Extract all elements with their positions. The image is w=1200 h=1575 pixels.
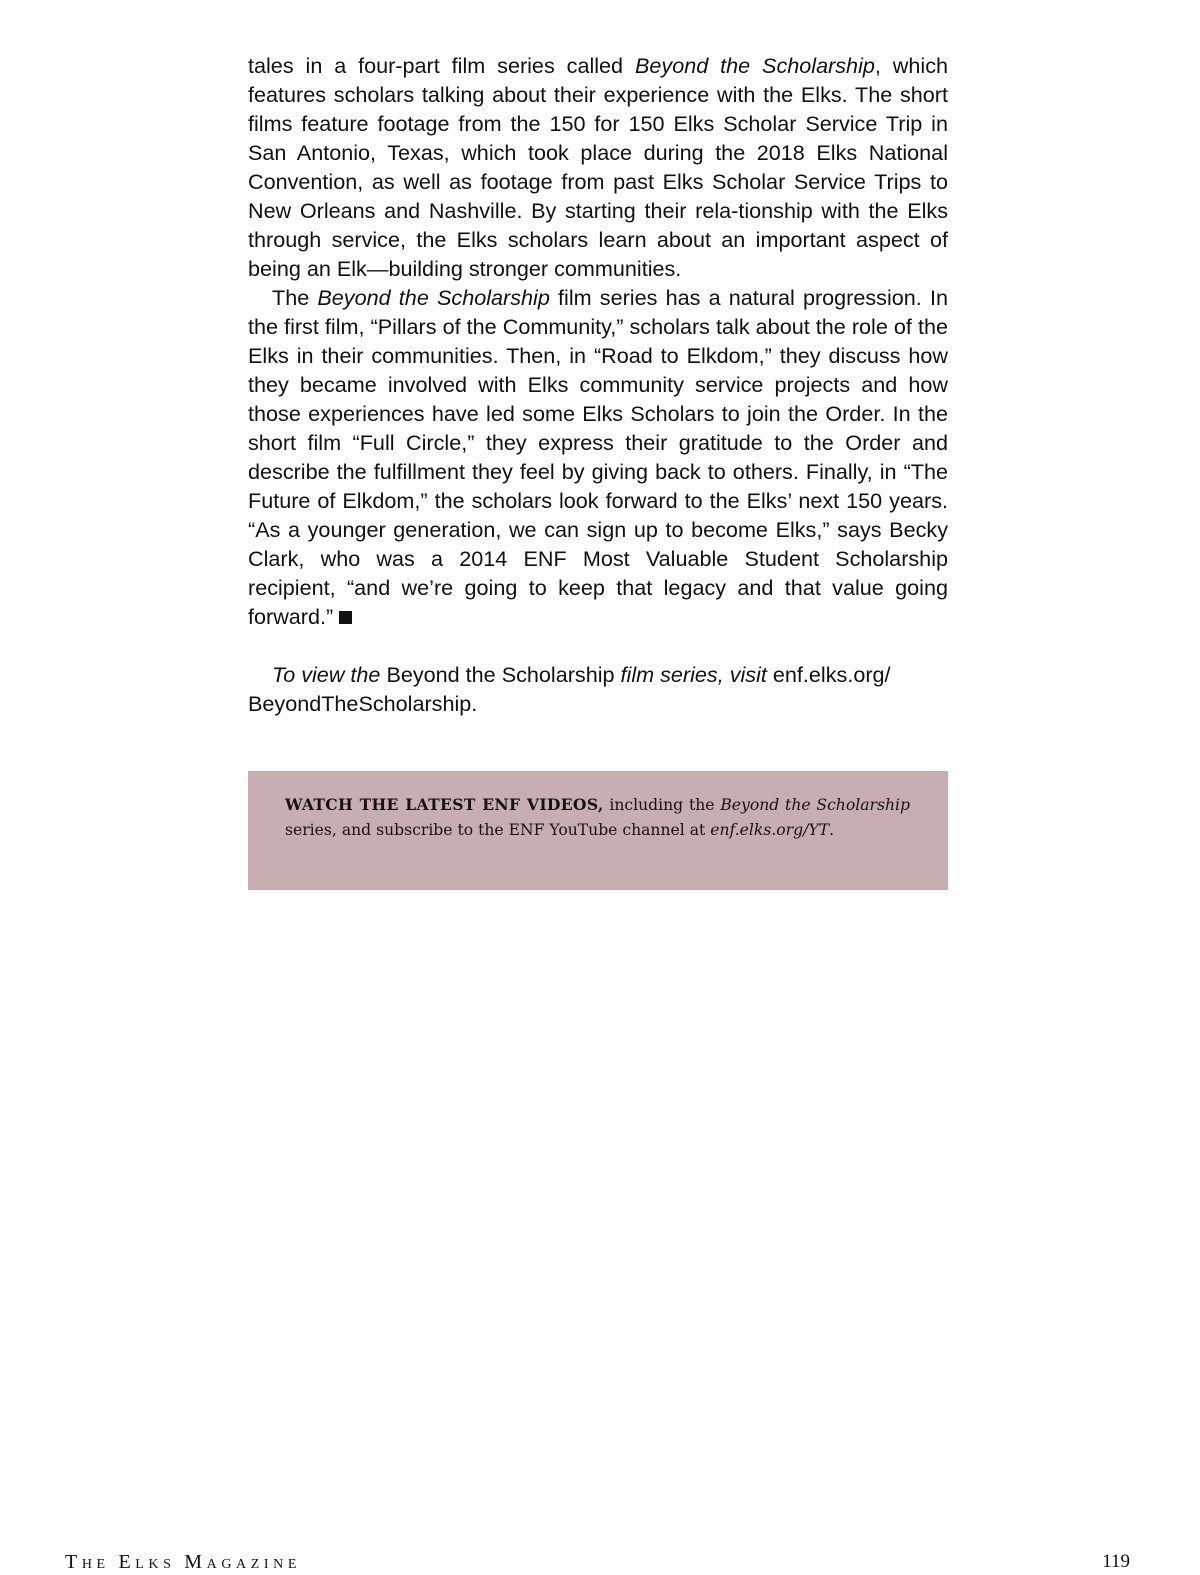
film-series-title: Beyond the Scholarship [386,662,615,687]
film-series-title: Beyond the Scholarship [317,285,550,310]
paragraph-text: tales in a four-part film series called [248,53,635,78]
film-series-url[interactable]: enf.elks.org/ [772,662,891,687]
article-body [248,51,948,718]
end-of-article-square-icon [339,611,352,624]
paragraph-text: film series has a natural progression. In the first film, “Pillars of the Community,” scholars talk about the role of the Elks in their communities. Then, in “Road to Elkdom,” they discuss how they became involved with Elks community service projects and how those experiences have led some Elks Scholars to join the Order. In the short film “Full Circle,” they express their gratitude to the Order and describe the fulfillment they feel by giving back to others. Finally, in “The Future of Elkdom,” the scholars look forward to the Elks’ next 150 years. “As a younger generation, we can sign up to become Elks,” says Becky Clark, who was a 2014 ENF Most Valuable Student Scholarship recipient, “and we’re going to keep that legacy and that value going forward.” [248,285,948,629]
callout-heading: WATCH THE LATEST ENF VIDEOS, [285,795,604,814]
note-text: film series, visit [614,662,773,687]
note-text: To view the [272,662,387,687]
youtube-channel-url[interactable]: enf.elks.org/YT [710,820,830,839]
film-series-url[interactable]: BeyondTheScholarship. [248,691,478,716]
paragraph-text: The [272,285,318,310]
article-paragraph [248,283,948,631]
film-series-title: Beyond the Scholarship [634,53,875,78]
viewing-note [248,660,948,718]
video-callout-box [248,771,948,890]
callout-series-title: Beyond the Scholarship [720,796,910,814]
magazine-title-footer: THE ELKS MAGAZINE [65,1551,302,1573]
callout-text: including the [603,796,721,814]
callout-text: series, and subscribe to the ENF YouTube channel at [285,820,711,839]
page-number: 119 [1102,1551,1130,1572]
paragraph-text: , which features scholars talking about their experience with the Elks. The short films feature footage from the 150 for 150 Elks Scholar Service Trip in San Antonio, Texas, which took place during the 2018 Elks National Convention, as well as footage from past Elks Scholar Service Trips to New Orleans and Nashville. By starting their rela-tionship with the Elks through service, the Elks scholars learn about an important aspect of being an Elk—building stronger communities. [248,53,949,281]
article-paragraph [248,51,948,283]
callout-text: . [829,820,835,839]
